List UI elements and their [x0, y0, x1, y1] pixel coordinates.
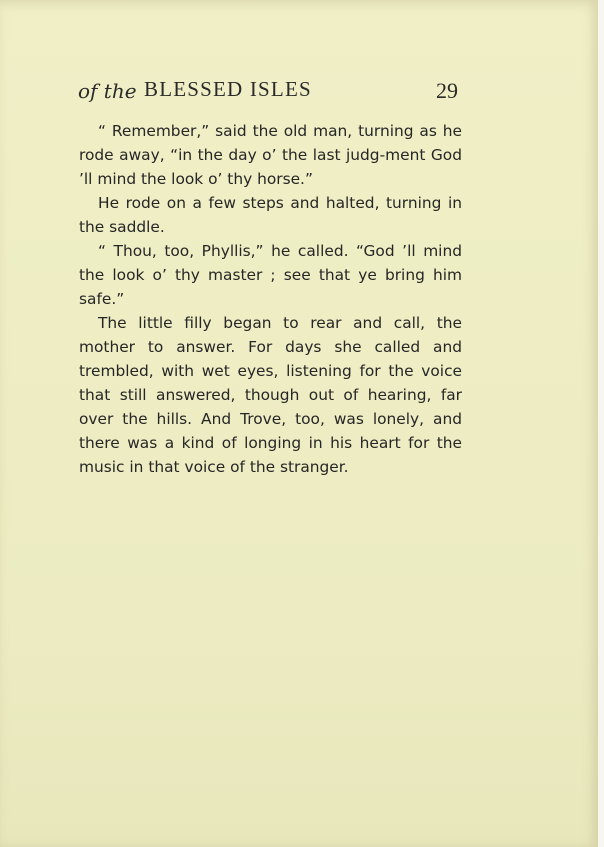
paragraph: “ Remember,” said the old man, turning as he rode away, “in the day o’ the last judg-ment God ’ll mind the look o’ thy horse.”: [79, 122, 462, 188]
paragraph: The little filly began to rear and call, the mother to answer. For days she called and trembled, with wet eyes, listening for the voice that still answered, though out of hearing, far over the hills. And Trove, too, was lonely, and there was a kind of longing in his heart for the music in that voice of the stranger.: [79, 314, 462, 476]
page-number: 29: [436, 78, 458, 103]
running-title: BLESSED ISLES: [144, 77, 312, 101]
body-text: [79, 119, 462, 479]
page-edge: [598, 0, 604, 847]
paragraph: He rode on a few steps and halted, turning in the saddle.: [79, 194, 462, 236]
running-title-italic: of the: [78, 79, 137, 103]
running-header: [78, 73, 462, 107]
paragraph: “ Thou, too, Phyllis,” he called. “God ’ll mind the look o’ thy master ; see that ye bring him safe.”: [79, 242, 462, 308]
